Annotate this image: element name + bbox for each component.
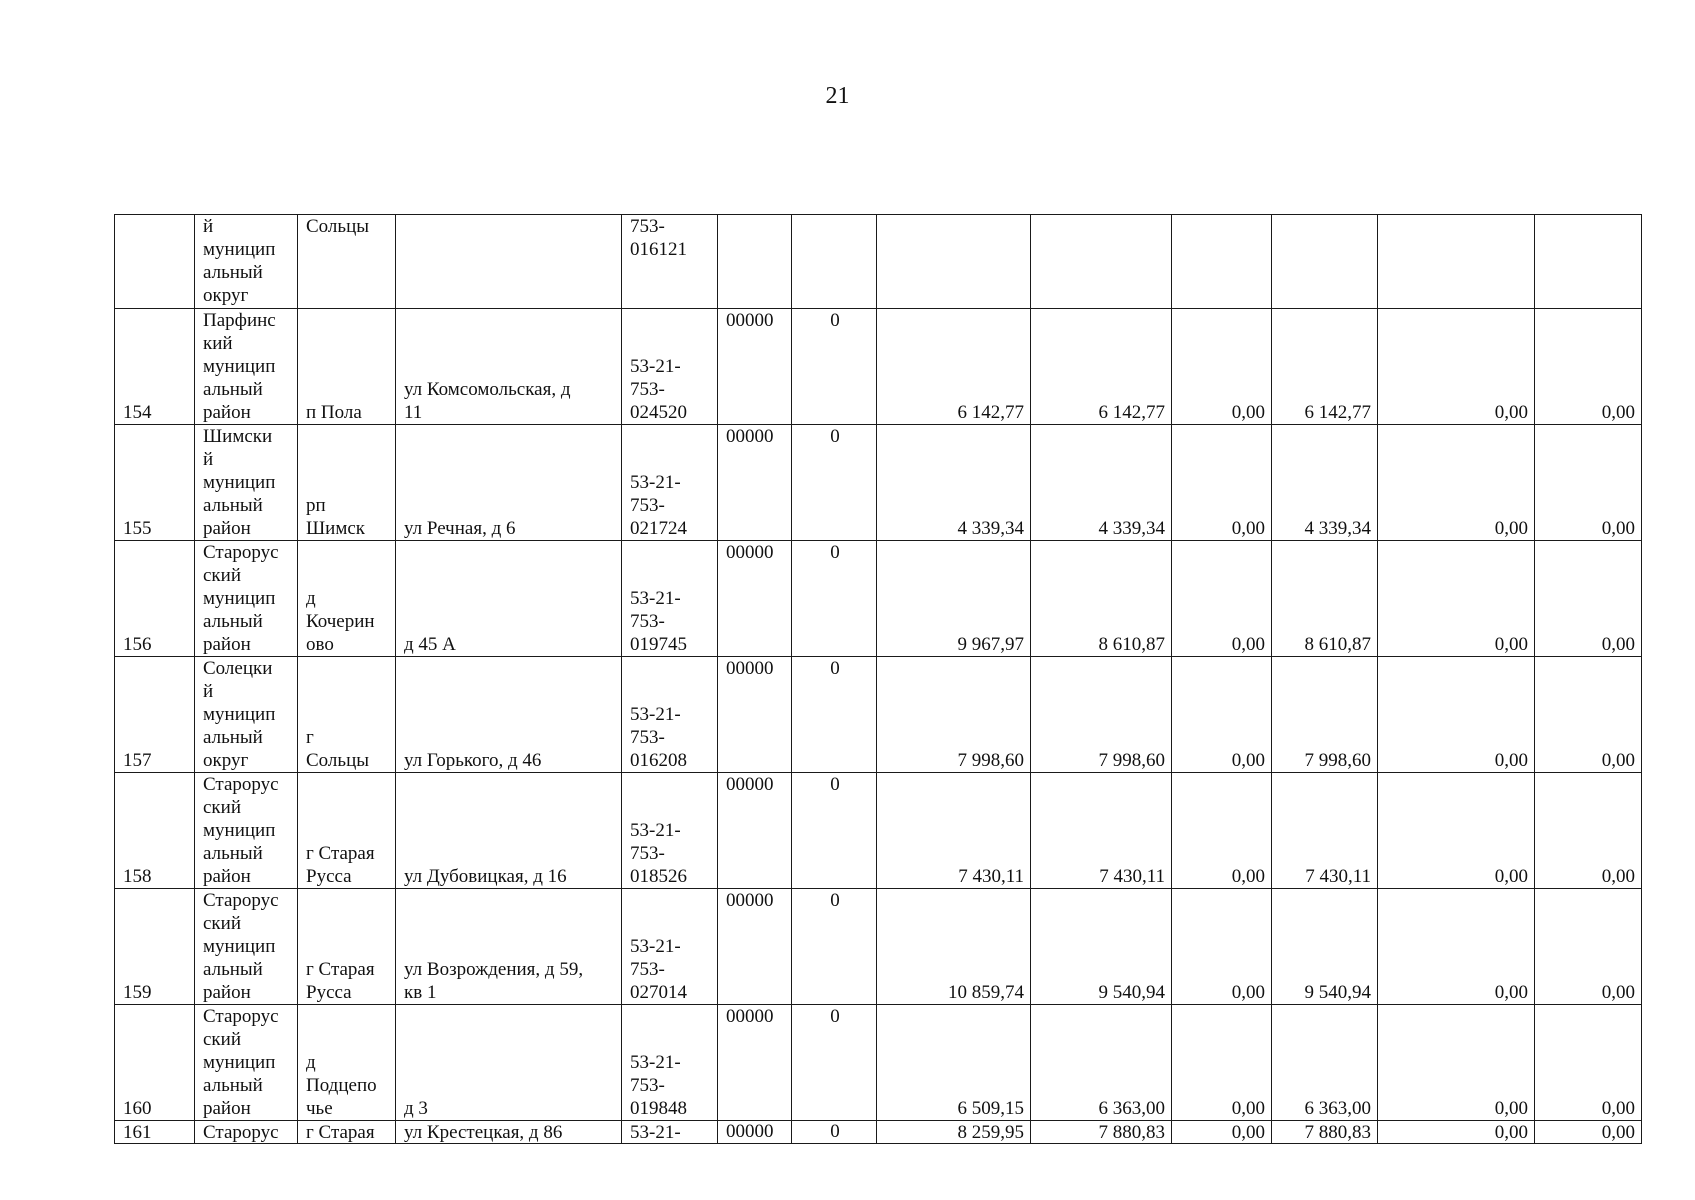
table-row [115,773,1642,889]
cell-amount-zero-b: 0,00 [1378,773,1535,889]
table-row [115,1121,1642,1144]
cell-amount-accrued: 8 610,87 [1031,541,1172,657]
cell-account-code: 53-21- 753- 016208 [622,657,718,773]
cell-amount-total: 7 430,11 [877,773,1031,889]
cell-address: ул Дубовицкая, д 16 [396,773,622,889]
cell-amount-paid [1272,215,1378,309]
cell-amount-zero-b: 0,00 [1378,1005,1535,1121]
cell-amount-zero-b: 0,00 [1378,657,1535,773]
cell-municipality: Шимски й муницип альный район [195,425,298,541]
cell-amount-paid: 6 142,77 [1272,309,1378,425]
cell-account-code: 753- 016121 [622,215,718,309]
cell-amount-paid: 4 339,34 [1272,425,1378,541]
cell-municipality: Старорус ский муницип альный район [195,889,298,1005]
cell-code-b: 0 [792,425,877,541]
table-row [115,215,1642,309]
cell-code-a: 00000 [718,309,792,425]
cell-amount-accrued [1031,215,1172,309]
table-row [115,889,1642,1005]
cell-account-code: 53-21- 753- 018526 [622,773,718,889]
cell-code-a [718,215,792,309]
cell-code-a: 00000 [718,773,792,889]
cell-amount-accrued: 9 540,94 [1031,889,1172,1005]
cell-settlement: г Старая Русса [298,773,396,889]
cell-municipality: Старорус ский муницип альный район [195,541,298,657]
cell-amount-zero-a: 0,00 [1172,309,1272,425]
cell-amount-total: 9 967,97 [877,541,1031,657]
cell-amount-zero-c: 0,00 [1535,889,1642,1005]
cell-amount-zero-c: 0,00 [1535,309,1642,425]
cell-code-b: 0 [792,889,877,1005]
cell-settlement: д Кочерин ово [298,541,396,657]
cell-amount-paid: 7 880,83 [1272,1121,1378,1144]
cell-amount-paid: 6 363,00 [1272,1005,1378,1121]
page-number: 21 [825,83,850,109]
cell-code-a: 00000 [718,425,792,541]
cell-address: д 3 [396,1005,622,1121]
cell-address: ул Крестецкая, д 86 [396,1121,622,1144]
cell-code-b [792,215,877,309]
cell-address: ул Возрождения, д 59, кв 1 [396,889,622,1005]
cell-amount-accrued: 7 998,60 [1031,657,1172,773]
cell-amount-paid: 8 610,87 [1272,541,1378,657]
cell-amount-zero-b: 0,00 [1378,889,1535,1005]
cell-amount-zero-c [1535,215,1642,309]
cell-code-b: 0 [792,1005,877,1121]
cell-amount-total: 6 142,77 [877,309,1031,425]
cell-account-code: 53-21- [622,1121,718,1144]
cell-row-number: 158 [115,773,195,889]
cell-amount-zero-a: 0,00 [1172,657,1272,773]
cell-account-code: 53-21- 753- 019745 [622,541,718,657]
cell-amount-zero-b [1378,215,1535,309]
cell-amount-total: 6 509,15 [877,1005,1031,1121]
cell-municipality: й муницип альный округ [195,215,298,309]
cell-settlement: г Сольцы [298,657,396,773]
table-row [115,309,1642,425]
cell-amount-accrued: 7 430,11 [1031,773,1172,889]
cell-settlement: п Пола [298,309,396,425]
table-row [115,1005,1642,1121]
cell-amount-zero-b: 0,00 [1378,425,1535,541]
cell-municipality: Парфинс кий муницип альный район [195,309,298,425]
cell-amount-paid: 7 998,60 [1272,657,1378,773]
cell-row-number: 161 [115,1121,195,1144]
cell-amount-zero-c: 0,00 [1535,1005,1642,1121]
cell-amount-zero-c: 0,00 [1535,541,1642,657]
cell-code-a: 00000 [718,1005,792,1121]
cell-row-number: 159 [115,889,195,1005]
cell-amount-zero-a: 0,00 [1172,889,1272,1005]
cell-amount-zero-b: 0,00 [1378,309,1535,425]
cell-amount-zero-a [1172,215,1272,309]
cell-amount-zero-a: 0,00 [1172,1121,1272,1144]
cell-amount-total: 8 259,95 [877,1121,1031,1144]
cell-amount-total: 10 859,74 [877,889,1031,1005]
cell-amount-total [877,215,1031,309]
cell-municipality: Старорус ский муницип альный район [195,773,298,889]
cell-code-a: 00000 [718,657,792,773]
cell-amount-zero-c: 0,00 [1535,1121,1642,1144]
cell-code-a: 00000 [718,541,792,657]
cell-amount-zero-c: 0,00 [1535,425,1642,541]
cell-amount-accrued: 4 339,34 [1031,425,1172,541]
cell-amount-zero-a: 0,00 [1172,541,1272,657]
cell-row-number: 160 [115,1005,195,1121]
cell-amount-zero-b: 0,00 [1378,1121,1535,1144]
cell-address [396,215,622,309]
cell-code-a: 00000 [718,1121,792,1144]
cell-amount-total: 4 339,34 [877,425,1031,541]
cell-row-number [115,215,195,309]
cell-amount-total: 7 998,60 [877,657,1031,773]
cell-municipality: Старорус ский муницип альный район [195,1005,298,1121]
cell-settlement: рп Шимск [298,425,396,541]
cell-account-code: 53-21- 753- 019848 [622,1005,718,1121]
table-row [115,541,1642,657]
cell-amount-zero-c: 0,00 [1535,657,1642,773]
cell-amount-paid: 7 430,11 [1272,773,1378,889]
cell-row-number: 155 [115,425,195,541]
cell-row-number: 157 [115,657,195,773]
cell-account-code: 53-21- 753- 027014 [622,889,718,1005]
cell-amount-accrued: 7 880,83 [1031,1121,1172,1144]
cell-amount-zero-a: 0,00 [1172,425,1272,541]
cell-code-b: 0 [792,657,877,773]
cell-row-number: 156 [115,541,195,657]
cell-amount-zero-a: 0,00 [1172,773,1272,889]
cell-settlement: г Старая [298,1121,396,1144]
cell-account-code: 53-21- 753- 024520 [622,309,718,425]
cell-account-code: 53-21- 753- 021724 [622,425,718,541]
cell-settlement: д Подцепо чье [298,1005,396,1121]
cell-amount-zero-c: 0,00 [1535,773,1642,889]
cell-settlement: Сольцы [298,215,396,309]
cell-municipality: Солецки й муницип альный округ [195,657,298,773]
cell-code-b: 0 [792,773,877,889]
cell-address: ул Комсомольская, д 11 [396,309,622,425]
table-row [115,657,1642,773]
table-row [115,425,1642,541]
cell-code-b: 0 [792,541,877,657]
cell-amount-zero-a: 0,00 [1172,1005,1272,1121]
cell-code-b: 0 [792,1121,877,1144]
cell-amount-accrued: 6 142,77 [1031,309,1172,425]
cell-amount-accrued: 6 363,00 [1031,1005,1172,1121]
cell-code-a: 00000 [718,889,792,1005]
cell-amount-paid: 9 540,94 [1272,889,1378,1005]
cell-row-number: 154 [115,309,195,425]
cell-address: ул Горького, д 46 [396,657,622,773]
cell-address: ул Речная, д 6 [396,425,622,541]
cell-code-b: 0 [792,309,877,425]
cell-address: д 45 А [396,541,622,657]
cell-municipality: Старорус [195,1121,298,1144]
data-table [114,214,1642,1144]
cell-amount-zero-b: 0,00 [1378,541,1535,657]
cell-settlement: г Старая Русса [298,889,396,1005]
